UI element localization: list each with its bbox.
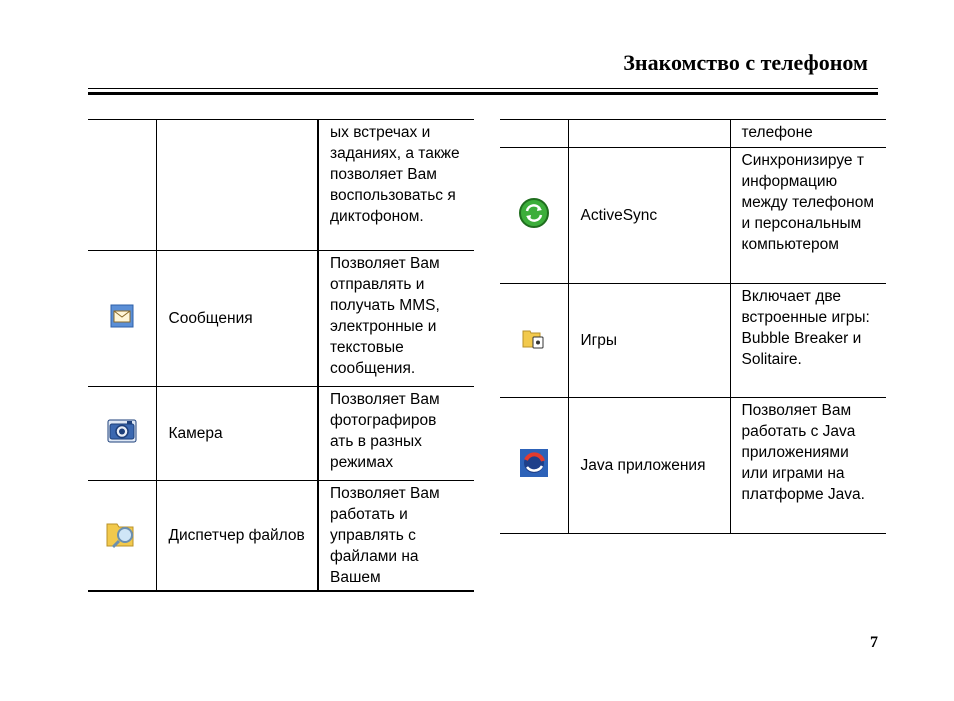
table-row (88, 251, 474, 387)
program-name (156, 120, 318, 251)
program-description: Синхронизируе т информацию между телефоном и персональным компьютером (741, 152, 874, 253)
activesync-icon (518, 197, 550, 235)
program-description: ых встречах и заданиях, а также позволяет Вам воспользоватьс я диктофоном. (330, 124, 460, 225)
programs-table-left (88, 119, 474, 592)
table-row (500, 284, 886, 398)
program-description: Позволяет Вам фотографиров ать в разных режимах (330, 391, 440, 471)
messages-icon (110, 304, 134, 334)
program-name: Камера (156, 387, 318, 481)
table-row (88, 387, 474, 481)
program-name: Сообщения (156, 251, 318, 387)
games-icon (522, 326, 546, 356)
icon-cell (500, 120, 568, 148)
program-description: телефоне (741, 124, 813, 141)
programs-table-right (500, 119, 886, 534)
file-manager-icon (105, 516, 139, 556)
table-row (500, 398, 886, 534)
program-name (568, 120, 730, 148)
page-number: 7 (870, 634, 878, 651)
header-rule-thin (88, 88, 878, 89)
table-row (88, 481, 474, 592)
program-name: Игры (568, 284, 730, 398)
program-name: Диспетчер файлов (156, 481, 318, 592)
program-name: Java приложения (568, 398, 730, 534)
program-description: Позволяет Вам работать и управлять с файлами на Вашем (330, 485, 440, 586)
camera-icon (107, 419, 137, 449)
java-icon (519, 448, 549, 484)
table-row (500, 120, 886, 148)
page-title: Знакомство с телефоном (623, 50, 868, 75)
icon-cell (88, 120, 156, 251)
table-row (500, 148, 886, 284)
header-rule-thick (88, 92, 878, 95)
program-description: Позволяет Вам работать с Java приложениями или играми на платформе Java. (741, 402, 865, 503)
program-description: Включает две встроенные игры: Bubble Breaker и Solitaire. (741, 288, 870, 368)
program-name: ActiveSync (568, 148, 730, 284)
program-description: Позволяет Вам отправлять и получать MMS, электронные и текстовые сообщения. (330, 255, 440, 377)
table-row (88, 120, 474, 251)
